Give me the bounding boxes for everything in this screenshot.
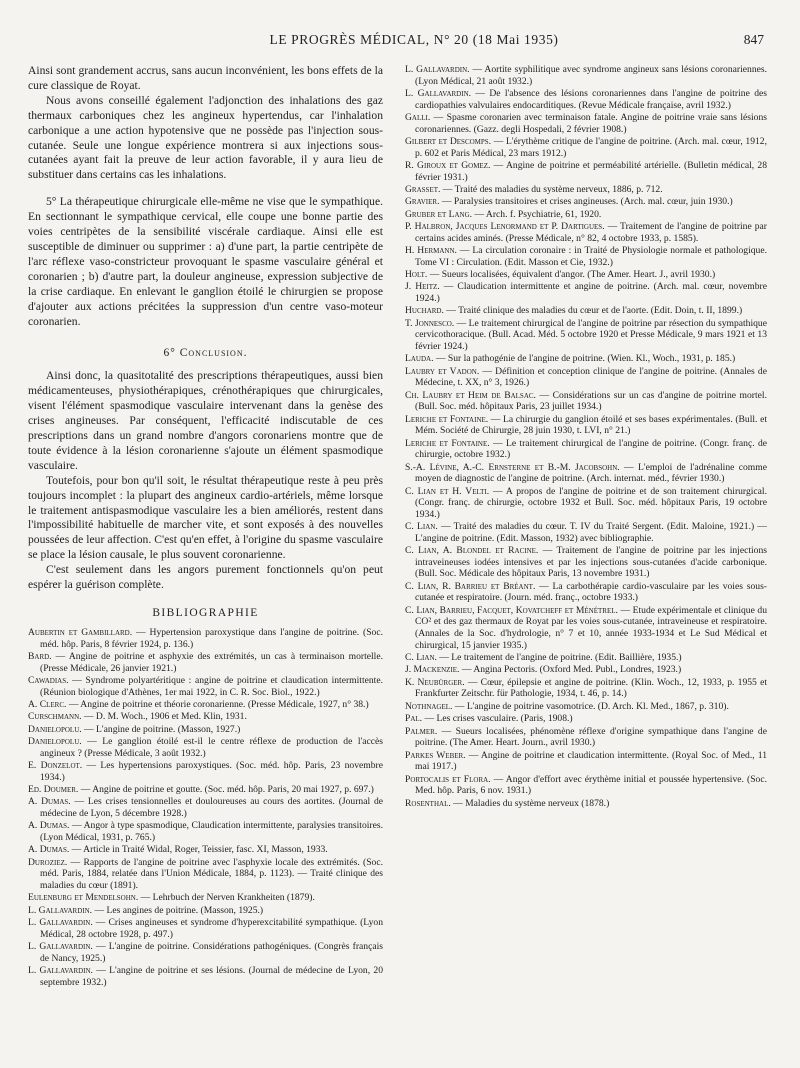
reference-text: — Le traitement chirurgical de l'angine de poitrine. (Congr. franç. de chirurgie, octobre 1932.)	[415, 437, 767, 461]
reference-author: J. Mackenzie.	[405, 664, 460, 676]
reference-text: — Angine de poitrine et asphyxie des extrémités, un cas à terminaison mortelle. (Presse Médicale, 26 janvier 1921.)	[40, 650, 383, 674]
reference-author: L. Gallavardin.	[405, 64, 470, 75]
reference-text: — La circulation coronaire : in Traité de Physiologie normale et pathologique. Tome VI : Circulation. (Edit. Masson et Cie, 1932.)	[415, 245, 767, 268]
reference-text: — Cœur, épilepsie et angine de poitrine. (Klin. Woch., 12, 1933, p. 1955 et Frankfurter Zeitschr. für Pathologie, 1934, t. 46, p. 14.)	[415, 676, 767, 700]
reference-author: A. Dumas.	[28, 796, 71, 808]
reference-entry	[405, 486, 767, 521]
reference-text: — Hypertension paroxystique dans l'angine de poitrine. (Soc. méd. hôp. Paris, 8 février 1924, p. 136.)	[40, 627, 384, 650]
reference-text: — L'angine de poitrine. Considérations pathogéniques. (Congrès français de Nancy, 1925.)	[40, 941, 384, 964]
bibliography-left	[28, 627, 383, 988]
reference-entry	[405, 605, 767, 651]
reference-entry	[405, 196, 767, 208]
paragraph-conclusion-1: Ainsi donc, la quasitotalité des prescriptions thérapeutiques, aussi bien médicamenteuses, physiothérapiques, crénothérapiques que chirurgicales, visent l'élément spasmodique vasculaire intervenant dans la genèse des crises angineuses. Par conséquent, l'efficacité indiscutable de ces prescriptions dans un grand nombre d'angors coronariens montre que de toute évidence à la lésion coronarienne s'ajoute un élément spasmodique vasculaire.	[28, 369, 383, 472]
reference-entry	[405, 160, 767, 183]
reference-entry	[28, 857, 383, 892]
reference-author: Parkes Weber.	[405, 749, 466, 761]
reference-text: — Sueurs localisées, phénomène réflexe d'origine sympathique dans l'angine de poitrine. (The Amer. Heart. Journ., avril 1930.)	[415, 725, 767, 749]
reference-entry	[405, 64, 767, 87]
reference-author: Duroziez.	[28, 856, 68, 868]
reference-author: Grasset.	[405, 183, 441, 195]
reference-entry	[405, 318, 767, 353]
reference-text: — Angor à type spasmodique, Claudication intermittente, paralysies transitoires. (Lyon Médical, 1931, p. 765.)	[40, 820, 384, 844]
reference-entry	[28, 941, 383, 964]
reference-entry	[405, 305, 767, 317]
reference-text: — Sueurs localisées, équivalent d'angor. (The Amer. Heart. J., avril 1930.)	[427, 269, 716, 281]
reference-entry	[405, 184, 767, 196]
reference-author: Portocalis et Flora.	[405, 773, 491, 785]
reference-entry	[28, 784, 383, 796]
reference-text: — Angine de poitrine et théorie coronarienne. (Presse Médicale, 1927, n° 38.)	[66, 698, 369, 710]
reference-text: — Angina Pectoris. (Oxford Med. Publ., Londres, 1923.)	[459, 664, 682, 676]
reference-entry	[405, 136, 767, 159]
reference-entry	[405, 209, 767, 221]
paragraph-surgical: 5° La thérapeutique chirurgicale elle-même ne vise que le sympathique. En sectionnant le sympathique cervical, elle coupe une bonne partie des voies centripètes de la sensibilité viscérale cardiaque. Ainsi elle est susceptible de diminuer ou supprimer : a) d'une part, la partie centripète de l'arc réflexe vaso-constricteur provoquant le spasme vasculaire général et coronarien ; b) d'autre part, la douleur angineuse, expression subjective de la crise cardiaque. En enlevant le ganglion étoilé le chirurgien se propose d'ajouter aux actions précitées la suppression d'un centre vaso-moteur coronarien.	[28, 195, 383, 328]
reference-text: — De l'absence des lésions coronariennes dans l'angine de poitrine des cardiopathies valvulaires endocarditiques. (Revue Médicale française, avril 1932.)	[415, 87, 767, 111]
reference-entry	[28, 917, 383, 940]
reference-author: A. Dumas.	[28, 820, 70, 832]
reference-author: Leriche et Fontaine.	[405, 413, 489, 425]
reference-text: — Le ganglion étoilé est-il le centre réflexe de production de l'accès angineux ? (Presse Médicale, 3 août 1932.)	[40, 736, 383, 759]
reference-text: — L'érythème critique de l'angine de poitrine. (Arch. mal. cœur, 1912, p. 602 et Paris Médical, 23 mars 1912.)	[415, 135, 767, 159]
reference-entry	[28, 711, 383, 723]
reference-author: S.-A. Lévine, A.-C. Ernsterne et B.-M. Jacobsohn.	[405, 461, 620, 473]
reference-text: — Article in Traité Widal, Roger, Teissier, fasc. XI, Masson, 1933.	[69, 844, 328, 856]
reference-text: — Les crises vasculaire. (Paris, 1908.)	[422, 713, 573, 725]
reference-author: L. Gallavardin.	[28, 904, 93, 916]
reference-entry	[405, 677, 767, 700]
reference-author: Gruber et Lang.	[405, 208, 473, 220]
reference-author: K. Neubürger.	[405, 676, 465, 688]
reference-entry	[405, 726, 767, 749]
reference-text: — L'angine de poitrine et ses lésions. (Journal de médecine de Lyon, 20 septembre 1932.)	[40, 965, 384, 988]
reference-author: A. Dumas.	[28, 844, 70, 856]
reference-entry	[28, 651, 383, 674]
reference-text: — Syndrome polyartéritique : angine de poitrine et claudication intermittente. (Réunion biologique d'Athènes, 1er mai 1922, in C. R. Soc. Biol., 1922.)	[40, 674, 383, 698]
reference-text: — La chirurgie du ganglion étoilé et ses bases expérimentales. (Bull. et Mém. Société de Chirurgie, 28 juin 1930, t. LVI, n° 21.)	[415, 413, 767, 437]
reference-text: — Traité des maladies du système nerveux, 1886, p. 712.	[440, 183, 663, 195]
reference-text: — Angine de poitrine et claudication intermittente. (Royal Soc. of Med., 11 mai 1917.)	[415, 749, 767, 773]
reference-entry	[28, 724, 383, 736]
bibliography-heading: BIBLIOGRAPHIE	[152, 607, 259, 619]
page-number: 847	[743, 32, 764, 47]
reference-text: — Considérations sur un cas d'angine de poitrine mortel. (Bull. Soc. méd. hôpitaux Paris, 23 juillet 1934.)	[415, 389, 767, 413]
reference-author: Pal.	[405, 713, 423, 725]
reference-entry	[405, 366, 767, 389]
reference-entry	[28, 699, 383, 711]
reference-entry	[405, 414, 767, 437]
reference-entry	[28, 796, 383, 819]
reference-author: L. Gallavardin.	[28, 965, 93, 977]
reference-entry	[405, 545, 767, 580]
reference-entry	[405, 245, 767, 268]
reference-text: — Le traitement chirurgical de l'angine de poitrine par résection du sympathique cervicothoracique. (Bull. Acad. Méd. 5 octobre 1920 et Presse Médicale, 9 mars 1921 et 13 février 1924.)	[415, 317, 767, 353]
reference-author: J. Heitz.	[405, 281, 440, 293]
reference-author: R. Giroux et Gomez.	[405, 159, 491, 171]
reference-text: — Angine de poitrine et perméabilité artérielle. (Bulletin médical, 28 février 1931.)	[415, 159, 767, 183]
reference-author: H. Hermann.	[405, 245, 457, 257]
reference-text: — Traitement de l'angine de poitrine par certains acides aminés. (Presse Médicale, n° 82, 4 octobre 1933, p. 1585).	[415, 221, 767, 244]
bibliography-right	[405, 64, 767, 809]
reference-text: — Crises angineuses et syndrome d'hyperexcitabilité sympathique. (Lyon Médical, 28 octobre 1928, p. 497.)	[40, 917, 384, 940]
reference-entry	[28, 905, 383, 917]
paragraph-conclusion-2: Toutefois, pour bon qu'il soit, le résultat thérapeutique reste à peu près toujours incomplet : la plupart des angineux cardio-artériels, même lorsque le traitement antispasmodique vasculaire les a bien améliorés, restent dans l'impossibilité habituelle de marcher vite, et sont exposés à des nouvelles poussées de leur affection. C'est qu'en effet, à l'origine du spasme vasculaire se place la lésion causale, le plus souvent coronarienne.	[28, 473, 383, 562]
reference-entry	[405, 521, 767, 544]
reference-text: — La carbothérapie cardio-vasculaire par les voies sous-cutanée et respiratoire. (Journ. méd. franç., octobre 1933.)	[415, 580, 767, 604]
reference-author: Nothnagel.	[405, 700, 453, 712]
reference-entry	[405, 281, 767, 304]
reference-author: L. Gallavardin.	[28, 941, 93, 953]
reference-text: — Angor d'effort avec érythème initial et poussée hypertensive. (Soc. Med. hôp. Paris, 6 nov. 1931.)	[415, 773, 767, 797]
reference-text: — Arch. f. Psychiatrie, 61, 1920.	[472, 208, 602, 220]
reference-entry	[405, 774, 767, 797]
reference-text: — Lehrbuch der Nerven Krankheiten (1879).	[138, 892, 315, 904]
reference-entry	[28, 892, 383, 904]
reference-text: — Rapports de l'angine de poitrine avec l'asphyxie locale des extrémités. (Soc. méd. Paris, 1884, relatée dans l'Union Médicale, 1884, p. 1123). — Traité clinique des maladies du cœur (1891).	[40, 856, 383, 892]
reference-author: E. Donzelot.	[28, 760, 83, 772]
reference-entry	[405, 438, 767, 461]
reference-text: — Spasme coronarien avec terminaison fatale. Angine de poitrine vraie sans lésions coronariennes. (Gazz. degli Hospedali, 2 février 1908.)	[415, 111, 767, 135]
reference-entry	[405, 112, 767, 135]
reference-entry	[405, 713, 767, 725]
reference-text: — Les angines de poitrine. (Masson, 1925.)	[92, 904, 264, 916]
reference-text: — D. M. Woch., 1906 et Med. Klin, 1931.	[81, 711, 247, 723]
reference-entry	[405, 221, 767, 244]
reference-text: — Sur la pathogénie de l'angine de poitrine. (Wien. Kl., Woch., 1931, p. 185.)	[433, 353, 736, 365]
reference-author: C. Lian.	[405, 652, 437, 664]
reference-text: — Etude expérimentale et clinique du CO² et des gaz thermaux de Royat par les voies sous-cutanée, intraveineuse et respiratoire. (Annales de la Soc. d'hydrologie, n° 7 et 10, année 1933-1934 et Le Sud Médical et chirurgical, 15 janvier 1935.)	[415, 604, 767, 651]
reference-author: Gravier.	[405, 196, 440, 208]
reference-author: Rosenthal.	[405, 797, 451, 809]
reference-author: Palmer.	[405, 725, 438, 737]
running-title: LE PROGRÈS MÉDICAL, N° 20 (18 Mai 1935)	[269, 32, 559, 47]
reference-text: — Paralysies transitoires et crises angineuses. (Arch. mal. cœur, juin 1930.)	[439, 196, 733, 208]
reference-text: — A propos de l'angine de poitrine et de son traitement chirurgical. (Congr. franç. de chirurgie, octobre 1932 et Bull. Soc. méd. hôpitaux Paris, 19 octobre 1934.)	[415, 485, 767, 520]
reference-author: Cawadias.	[28, 674, 69, 686]
paragraph-royat: Ainsi sont grandement accrus, sans aucun inconvénient, les bons effets de la cure classique de Royat.	[28, 64, 383, 92]
right-column	[405, 64, 767, 810]
reference-text: — Le traitement de l'angine de poitrine. (Edit. Baillière, 1935.)	[436, 652, 682, 664]
reference-author: Aubertin et Gambillard.	[28, 627, 133, 638]
reference-entry	[405, 750, 767, 773]
reference-author: C. Lian.	[405, 521, 438, 533]
reference-author: Galli.	[405, 111, 431, 123]
reference-entry	[405, 798, 767, 810]
reference-entry	[28, 736, 383, 759]
reference-text: — L'angine de poitrine vasomotrice. (D. Arch. Kl. Med., 1867, p. 310).	[452, 700, 729, 712]
reference-text: — Définition et conception clinique de l'angine de poitrine. (Annales de Médecine, t. XX, n° 3, 1926.)	[415, 365, 767, 389]
reference-text: — L'emploi de l'adrénaline comme moyen de diagnostic de l'angine de poitrine. (Arch. internat. méd., février 1930.)	[415, 461, 767, 485]
reference-entry	[405, 353, 767, 365]
reference-author: Danielopolu.	[28, 736, 82, 748]
reference-entry	[28, 820, 383, 843]
reference-text: — Angine de poitrine et goutte. (Soc. méd. hôp. Paris, 20 mai 1927, p. 697.)	[78, 784, 374, 796]
reference-text: — Traité des maladies du cœur. T. IV du Traité Sergent. (Edit. Maloine, 1921.) — L'angine de poitrine. (Edit. Masson, 1932) avec bibliographie.	[415, 521, 768, 544]
reference-author: C. Lian, R. Barrieu et Bréant.	[405, 580, 536, 592]
reference-author: L. Gallavardin.	[28, 917, 93, 929]
reference-author: Laubry et Vadon.	[405, 365, 480, 377]
left-column	[28, 64, 383, 989]
reference-author: Ed. Doumer.	[28, 784, 79, 796]
reference-author: C. Lian, Barrieu, Facquet, Kovatcheff et Ménétrel.	[405, 604, 618, 616]
reference-author: L. Gallavardin.	[405, 87, 472, 99]
reference-author: Eulenburg et Mendelsohn.	[28, 892, 139, 904]
reference-text: — Traitement de l'angine de poitrine par les injections intraveineuses iodées intensives et par les injections sous-cutanées d'acide carbonique. (Bull. Soc. Médicale des hôpitaux Paris, 13 novembre 1931.)	[415, 545, 767, 580]
reference-author: Danielopolu.	[28, 723, 82, 735]
reference-entry	[405, 652, 767, 664]
reference-entry	[405, 581, 767, 604]
reference-author: T. Jonnesco.	[405, 317, 455, 329]
reference-entry	[28, 844, 383, 856]
reference-author: C. Lian, A. Blondel et Racine.	[405, 545, 539, 557]
reference-entry	[28, 675, 383, 698]
reference-text: — Les hypertensions paroxystiques. (Soc. méd. hôp. Paris, 23 novembre 1934.)	[40, 760, 383, 783]
reference-author: Holt.	[405, 269, 428, 281]
reference-author: A. Clerc.	[28, 698, 67, 710]
section-heading-conclusion: 6° Conclusion.	[163, 347, 248, 360]
paragraph-conclusion-3: C'est seulement dans les angors purement fonctionnels qu'on peut espérer la guérison complète.	[28, 563, 383, 592]
reference-text: — Claudication intermittente et angine de poitrine. (Arch. mal. cœur, novembre 1924.)	[415, 281, 767, 305]
reference-entry	[405, 664, 767, 676]
reference-entry	[28, 965, 383, 988]
reference-author: Leriche et Fontaine.	[405, 437, 490, 449]
reference-author: C. Lian et H. Velti.	[405, 485, 490, 497]
paragraph-inhalations: Nous avons conseillé également l'adjonction des inhalations des gaz thermaux carboniques chez les angineux hypertendus, car l'inhalation carbonique a une action hypotensive que ne possède pas l'injection sous-cutanée. Seule une longue expérience montrera si aux injections sous-cutanées ayant fait la preuve de leur action favorable, il y aura lieu de substituer dans certains cas les inhalations.	[28, 93, 383, 182]
reference-entry	[405, 462, 767, 485]
reference-entry	[28, 627, 383, 650]
reference-author: Bard.	[28, 650, 52, 662]
reference-text: — Les crises tensionnelles et douloureuses au cours des aortites. (Journal de médecine de Lyon, 5 décembre 1928.)	[40, 796, 383, 820]
reference-author: Huchard.	[405, 305, 444, 317]
reference-author: Ch. Laubry et Heim de Balsac.	[405, 389, 536, 401]
reference-entry	[405, 390, 767, 413]
reference-entry	[405, 701, 767, 713]
reference-entry	[405, 269, 767, 281]
reference-author: Curschmann.	[28, 711, 82, 723]
reference-entry	[28, 760, 383, 783]
page-header	[58, 32, 770, 52]
reference-text: — Traité clinique des maladies du cœur et de l'aorte. (Edit. Doin, t. II, 1899.)	[443, 305, 743, 317]
reference-text: — Aortite syphilitique avec syndrome angineux sans lésions coronariennes. (Lyon Médical, 21 août 1932.)	[415, 64, 768, 87]
reference-author: Gilbert et Descomps.	[405, 135, 492, 147]
reference-text: — Maladies du système nerveux (1878.)	[450, 797, 610, 809]
reference-author: Lauda.	[405, 353, 434, 365]
reference-author: P. Halbron, Jacques Lenormand et P. Dartigues.	[405, 221, 605, 233]
reference-entry	[405, 88, 767, 111]
reference-text: — L'angine de poitrine. (Masson, 1927.)	[81, 723, 241, 735]
